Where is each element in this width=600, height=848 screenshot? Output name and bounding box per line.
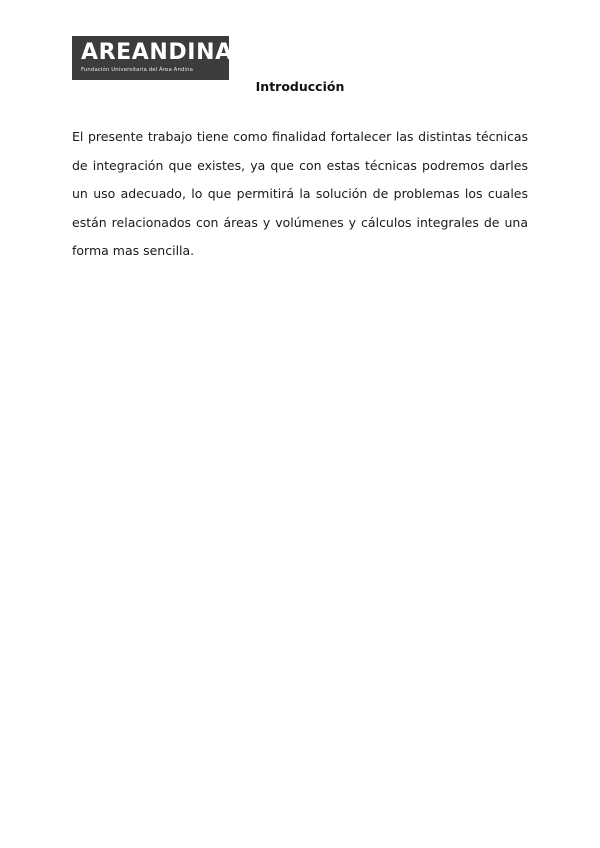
- document-title: Introducción: [255, 79, 345, 94]
- introduction-paragraph: El presente trabajo tiene como finalidad fortalecer las distintas técnicas de integración que existes, ya que con estas técnicas podremos darles un uso adecuado, lo que permitirá la solución de problemas los cuales están relacionados con áreas y volúmenes y cálculos integrales de una forma mas sencilla.: [72, 129, 528, 258]
- areandina-logo: [72, 36, 233, 80]
- logo-subtitle: Fundación Universitaria del Área Andina: [81, 67, 194, 73]
- logo-wordmark: AREANDINA: [81, 40, 233, 65]
